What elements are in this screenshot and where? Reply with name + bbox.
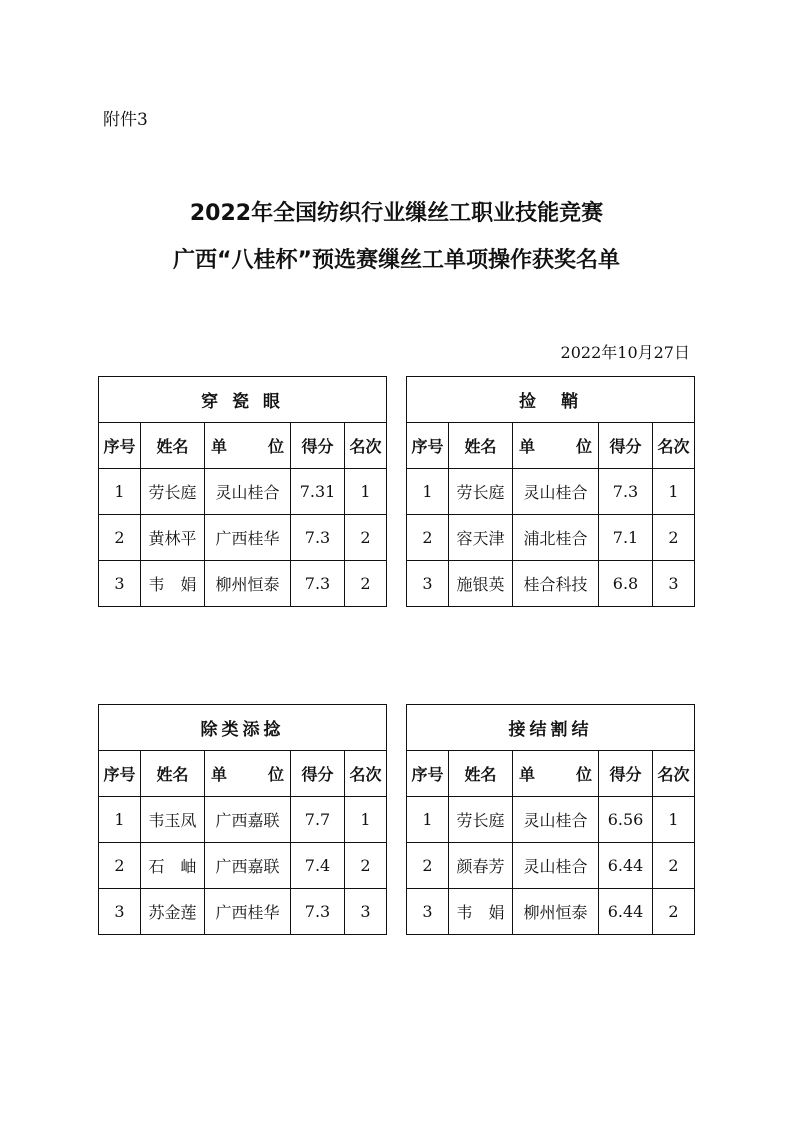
table-row	[99, 515, 387, 561]
cell-seq: 1	[407, 797, 449, 843]
header-seq: 序号	[99, 423, 141, 469]
header-unit: 单 位	[205, 751, 291, 797]
table-caption: 穿 瓷 眼	[99, 377, 387, 423]
cell-seq: 3	[407, 561, 449, 607]
header-rank: 名次	[653, 423, 695, 469]
cell-name: 劳长庭	[449, 797, 513, 843]
header-unit: 单 位	[205, 423, 291, 469]
table-row	[407, 797, 695, 843]
header-score: 得分	[291, 751, 345, 797]
table-caption: 捡 鞘	[407, 377, 695, 423]
table-row	[99, 889, 387, 935]
award-table-porcelain-eye	[98, 376, 387, 607]
cell-score: 7.4	[291, 843, 345, 889]
cell-unit: 灵山桂合	[513, 469, 599, 515]
header-seq: 序号	[407, 423, 449, 469]
cell-score: 7.7	[291, 797, 345, 843]
cell-rank: 3	[653, 561, 695, 607]
cell-score: 6.44	[599, 889, 653, 935]
cell-unit: 灵山桂合	[205, 469, 291, 515]
header-rank: 名次	[345, 751, 387, 797]
table-row	[407, 515, 695, 561]
cell-rank: 1	[653, 797, 695, 843]
cell-name: 韦 娟	[141, 561, 205, 607]
award-table-remove-add-twist	[98, 704, 387, 935]
cell-unit: 柳州恒泰	[205, 561, 291, 607]
cell-rank: 1	[345, 469, 387, 515]
table-row	[99, 843, 387, 889]
cell-rank: 2	[345, 843, 387, 889]
award-table-knot-join-cut	[406, 704, 695, 935]
cell-name: 颜春芳	[449, 843, 513, 889]
cell-seq: 1	[99, 469, 141, 515]
cell-unit: 灵山桂合	[513, 843, 599, 889]
cell-name: 苏金莲	[141, 889, 205, 935]
table-row	[407, 843, 695, 889]
cell-seq: 2	[99, 515, 141, 561]
cell-seq: 2	[407, 515, 449, 561]
award-table-pick-cocoon	[406, 376, 695, 607]
table-row	[407, 561, 695, 607]
cell-rank: 2	[653, 843, 695, 889]
header-rank: 名次	[653, 751, 695, 797]
cell-rank: 2	[653, 515, 695, 561]
header-score: 得分	[599, 423, 653, 469]
table-row	[407, 469, 695, 515]
cell-score: 7.3	[291, 561, 345, 607]
header-seq: 序号	[407, 751, 449, 797]
header-unit: 单 位	[513, 423, 599, 469]
cell-score: 6.44	[599, 843, 653, 889]
cell-name: 韦 娟	[449, 889, 513, 935]
table-caption: 除类添捻	[99, 705, 387, 751]
cell-name: 施银英	[449, 561, 513, 607]
cell-seq: 3	[407, 889, 449, 935]
cell-unit: 浦北桂合	[513, 515, 599, 561]
cell-seq: 2	[99, 843, 141, 889]
header-name: 姓名	[141, 751, 205, 797]
cell-rank: 2	[345, 515, 387, 561]
cell-score: 7.3	[599, 469, 653, 515]
cell-rank: 1	[345, 797, 387, 843]
header-name: 姓名	[449, 423, 513, 469]
header-name: 姓名	[449, 751, 513, 797]
cell-seq: 2	[407, 843, 449, 889]
header-score: 得分	[599, 751, 653, 797]
table-row	[99, 797, 387, 843]
document-date: 2022年10月27日	[560, 343, 690, 362]
cell-seq: 3	[99, 561, 141, 607]
cell-rank: 2	[345, 561, 387, 607]
header-seq: 序号	[99, 751, 141, 797]
cell-score: 7.1	[599, 515, 653, 561]
cell-unit: 广西嘉联	[205, 797, 291, 843]
cell-score: 6.56	[599, 797, 653, 843]
cell-score: 7.3	[291, 889, 345, 935]
cell-seq: 1	[99, 797, 141, 843]
cell-unit: 灵山桂合	[513, 797, 599, 843]
cell-rank: 2	[653, 889, 695, 935]
cell-rank: 1	[653, 469, 695, 515]
cell-name: 韦玉凤	[141, 797, 205, 843]
cell-name: 黄林平	[141, 515, 205, 561]
header-rank: 名次	[345, 423, 387, 469]
header-score: 得分	[291, 423, 345, 469]
header-unit: 单 位	[513, 751, 599, 797]
cell-unit: 广西嘉联	[205, 843, 291, 889]
table-row	[99, 469, 387, 515]
header-name: 姓名	[141, 423, 205, 469]
cell-unit: 桂合科技	[513, 561, 599, 607]
cell-name: 劳长庭	[449, 469, 513, 515]
cell-name: 劳长庭	[141, 469, 205, 515]
cell-name: 容天津	[449, 515, 513, 561]
cell-unit: 柳州恒泰	[513, 889, 599, 935]
cell-seq: 3	[99, 889, 141, 935]
table-caption: 接结割结	[407, 705, 695, 751]
cell-score: 7.31	[291, 469, 345, 515]
document-title-line-1: 2022年全国纺织行业缫丝工职业技能竞赛	[189, 201, 604, 226]
cell-score: 7.3	[291, 515, 345, 561]
cell-unit: 广西桂华	[205, 889, 291, 935]
document-title-line-2: 广西“八桂杯”预选赛缫丝工单项操作获奖名单	[173, 248, 620, 273]
cell-seq: 1	[407, 469, 449, 515]
table-row	[407, 889, 695, 935]
cell-score: 6.8	[599, 561, 653, 607]
cell-name: 石 岫	[141, 843, 205, 889]
cell-unit: 广西桂华	[205, 515, 291, 561]
attachment-label: 附件3	[103, 110, 148, 130]
table-row	[99, 561, 387, 607]
cell-rank: 3	[345, 889, 387, 935]
